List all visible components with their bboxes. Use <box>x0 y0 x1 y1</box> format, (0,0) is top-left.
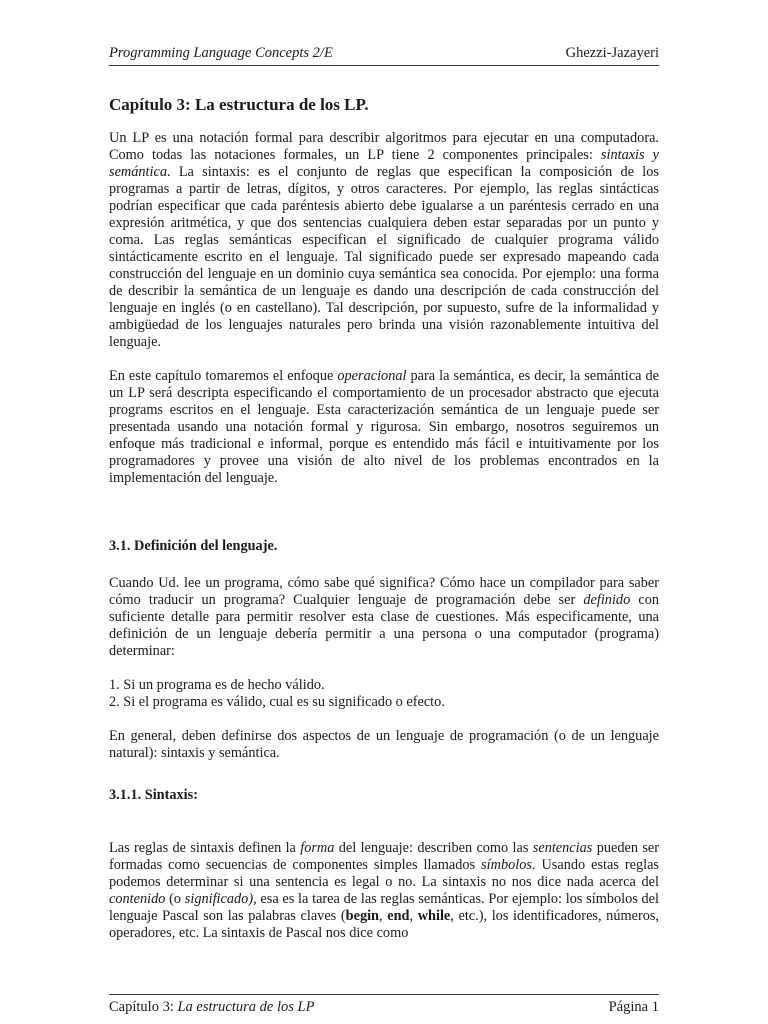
spacer <box>109 779 659 787</box>
footer-page-number: Página 1 <box>608 999 659 1015</box>
text-run: , <box>409 908 418 924</box>
text-run: (o <box>165 891 185 907</box>
text-run: , <box>379 908 388 924</box>
list-item: 1. Si un programa es de hecho válido. <box>109 677 325 693</box>
header-book-title: Programming Language Concepts 2/E <box>109 45 333 61</box>
emphasis: símbolos <box>481 857 532 873</box>
emphasis: definido <box>583 592 631 608</box>
keyword: end <box>387 908 410 924</box>
emphasis: operacional <box>337 368 407 384</box>
page-body <box>109 90 659 959</box>
text-run: Las reglas de sintaxis definen la <box>109 840 301 856</box>
keyword: while <box>417 908 451 924</box>
spacer <box>109 555 659 575</box>
spacer <box>109 504 659 538</box>
text-run: con suficiente detalle para permitir resolver esta clase de cuestiones. Más especificamente, una definición de un lenguaje debería permitir a una persona o una computador (programa) determinar: <box>109 592 659 659</box>
chapter-title: Capítulo 3: La estructura de los LP. <box>109 95 369 114</box>
text-run: del lenguaje: describen como las <box>334 840 533 856</box>
emphasis: forma <box>300 840 335 856</box>
document-page <box>109 0 659 1024</box>
paragraph-operational <box>109 368 659 487</box>
text-run: , etc.), los identificadores, números, operadores, etc. La sintaxis de Pascal nos dice como <box>109 908 659 941</box>
emphasis: sintaxis y semántica <box>109 147 659 180</box>
paragraph-definition <box>109 575 659 660</box>
footer-chapter <box>109 998 314 1016</box>
paragraph-aspects: En general, deben definirse dos aspectos de un lenguaje de programación (o de un lenguaje natural): sintaxis y semántica. <box>109 728 659 761</box>
paragraph-intro <box>109 130 659 351</box>
section-heading-3-1-1: 3.1.1. Sintaxis: <box>109 787 198 803</box>
emphasis: contenido <box>109 891 166 907</box>
page-header <box>109 44 659 66</box>
text-run: En este capítulo tomaremos el enfoque <box>109 368 338 384</box>
emphasis: significado), <box>184 891 257 907</box>
section-heading-3-1: 3.1. Definición del lenguaje. <box>109 538 278 554</box>
text-run: . La sintaxis: es el conjunto de reglas que especifican la composición de los programas a partir de letras, dígitos, y otros caracteres. Por ejemplo, las reglas sintácticas podrían especificar que cada paréntesis abierto debe igualarse a un paréntesis cerrado en una expresión aritmética, y que dos sentencias cualquiera deben estar separadas por un punto y coma. Las reglas semánticas especifican el significado de cualquier programa válido sintácticamente escrito en el lenguaje. Tal significado puede ser expresado mapeando cada construcción del lenguaje en un dominio cuya semántica sea conocida. Por ejemplo: una forma de describir la semántica de un lenguaje es dando una descripción de cada construcción del lenguaje en inglés (o en castellano). Tal descripción, por supuesto, sufre de la informalidad y ambigüedad de los lenguajes naturales pero brinda una visión razonablemente intuitiva del lenguaje. <box>109 164 659 350</box>
paragraph-syntax <box>109 840 659 942</box>
text-run: Cuando Ud. lee un programa, cómo sabe qué significa? Cómo hace un compilador para saber cómo traducir un programa? Cualquier lenguaje de programación debe ser <box>109 575 659 608</box>
list-item: 2. Si el programa es válido, cual es su significado o efecto. <box>109 694 445 710</box>
text-run: pueden ser formadas como secuencias de componentes simples llamados <box>109 840 659 873</box>
emphasis: sentencias <box>532 840 593 856</box>
text-run: . Usando estas reglas podemos determinar si una sentencia es legal o no. La sintaxis no nos dice nada acerca del <box>109 857 659 890</box>
header-authors: Ghezzi-Jazayeri <box>565 45 659 61</box>
text-run: Capítulo 3: <box>109 999 178 1015</box>
text-run: esa es la tarea de las reglas semánticas. Por ejemplo: los símbolos del lenguaje Pascal son las palabras claves ( <box>109 891 659 924</box>
text-run: para la semántica, es decir, la semántica de un LP será descripta especificando el comportamiento de un procesador abstracto que ejecuta programs escritos en el lenguaje. Esta caracterización semántica de un lenguaje puede ser presentada usando una notación formal y rigurosa. Sin embargo, nosotros seguiremos un enfoque más tradicional e informal, porque es entendido más fácil e intuitivamente por los programadores y provee una visión de alto nivel de los problemas encontrados en la implementación del lenguaje. <box>109 368 660 486</box>
keyword: begin <box>345 908 380 924</box>
text-run: Un LP es una notación formal para describir algoritmos para ejecutar en una computadora. Como todas las notaciones formales, un LP tiene 2 componentes principales: <box>109 130 659 163</box>
numbered-list <box>109 677 659 711</box>
page-footer <box>109 994 659 1016</box>
emphasis: La estructura de los LP <box>177 999 315 1015</box>
spacer <box>109 804 659 840</box>
